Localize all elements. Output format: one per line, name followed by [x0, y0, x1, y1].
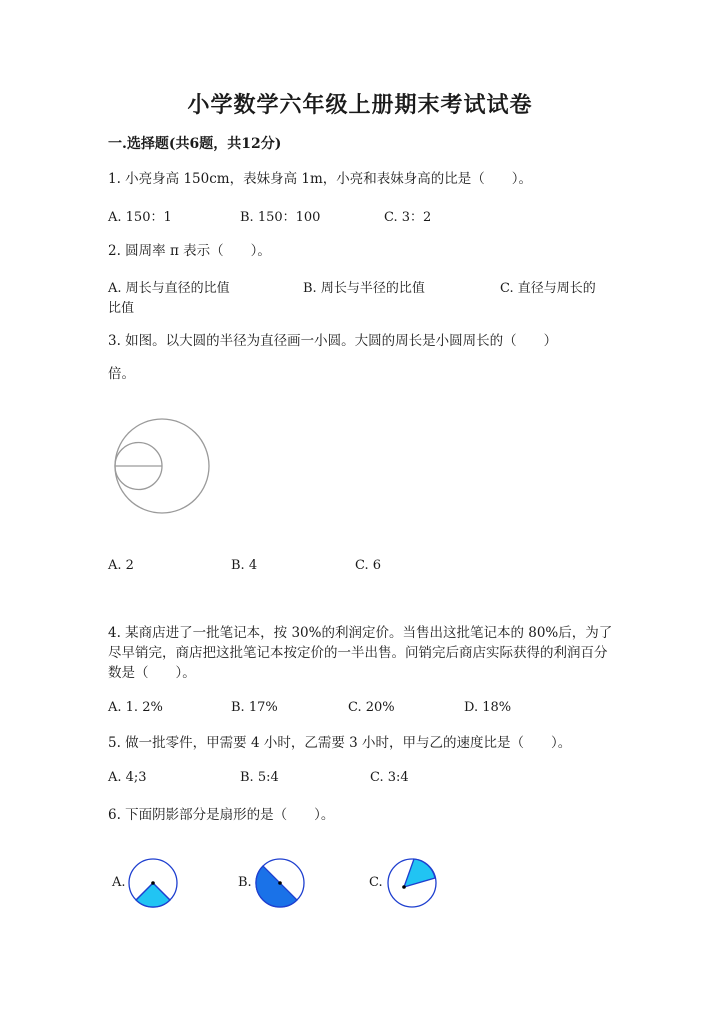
- question-4-option-d[interactable]: D. 18%: [464, 700, 512, 715]
- question-3-text: 3. 如图。以大圆的半径为直径画一小圆。大圆的周长是小圆周长的（ ）: [108, 333, 558, 349]
- question-3-option-b[interactable]: B. 4: [231, 558, 258, 573]
- question-5-text: 5. 做一批零件，甲需要 4 小时，乙需要 3 小时，甲与乙的速度比是（ ）。: [108, 735, 572, 751]
- option-c-figure: [386, 857, 438, 909]
- question-1-option-c[interactable]: C. 3：2: [384, 210, 432, 225]
- question-2-option-c[interactable]: C. 直径与周长的: [500, 281, 596, 296]
- question-1-option-a[interactable]: A. 150：1: [108, 210, 172, 225]
- question-3-option-a[interactable]: A. 2: [108, 558, 134, 573]
- section-heading: 一.选择题(共6题，共12分): [108, 136, 282, 152]
- question-5-option-c[interactable]: C. 3:4: [370, 770, 409, 785]
- question-2-option-a[interactable]: A. 周长与直径的比值: [108, 281, 230, 296]
- question-1-text: 1. 小亮身高 150cm，表妹身高 1m，小亮和表妹身高的比是（ ）。: [108, 171, 533, 187]
- question-3-text-cont: 倍。: [108, 366, 135, 382]
- question-4-option-b[interactable]: B. 17%: [231, 700, 278, 715]
- question-4-option-a[interactable]: A. 1. 2%: [108, 700, 163, 715]
- question-2-option-b[interactable]: B. 周长与半径的比值: [303, 281, 425, 296]
- question-4-option-c[interactable]: C. 20%: [348, 700, 395, 715]
- question-5-option-b[interactable]: B. 5:4: [240, 770, 279, 785]
- question-6-option-a[interactable]: A.: [112, 875, 126, 890]
- question-1-option-b[interactable]: B. 150：100: [240, 210, 321, 225]
- question-5-option-a[interactable]: A. 4;3: [108, 770, 147, 785]
- option-c-dot: [402, 885, 406, 889]
- question-6-option-c[interactable]: C.: [369, 875, 383, 890]
- question-6-text: 6. 下面阴影部分是扇形的是（ ）。: [108, 807, 335, 823]
- question-3-option-c[interactable]: C. 6: [355, 558, 382, 573]
- circles-figure: [108, 414, 218, 518]
- question-2-text: 2. 圆周率 π 表示（ ）。: [108, 243, 271, 259]
- question-6-option-b[interactable]: B.: [238, 875, 252, 890]
- option-a-center-dot: [151, 881, 155, 885]
- option-b-center-dot: [278, 881, 282, 885]
- question-2-option-c-wrap: 比值: [108, 301, 135, 316]
- option-a-figure: [127, 857, 179, 909]
- page-title: 小学数学六年级上册期末考试试卷: [187, 92, 533, 118]
- option-b-figure: [254, 857, 306, 909]
- question-4-text: 4. 某商店进了一批笔记本，按 30%的利润定价。当售出这批笔记本的 80%后，为了尽早销完，商店把这批笔记本按定价的一半出售。问销完后商店实际获得的利润百分数是（ ）。: [108, 625, 613, 681]
